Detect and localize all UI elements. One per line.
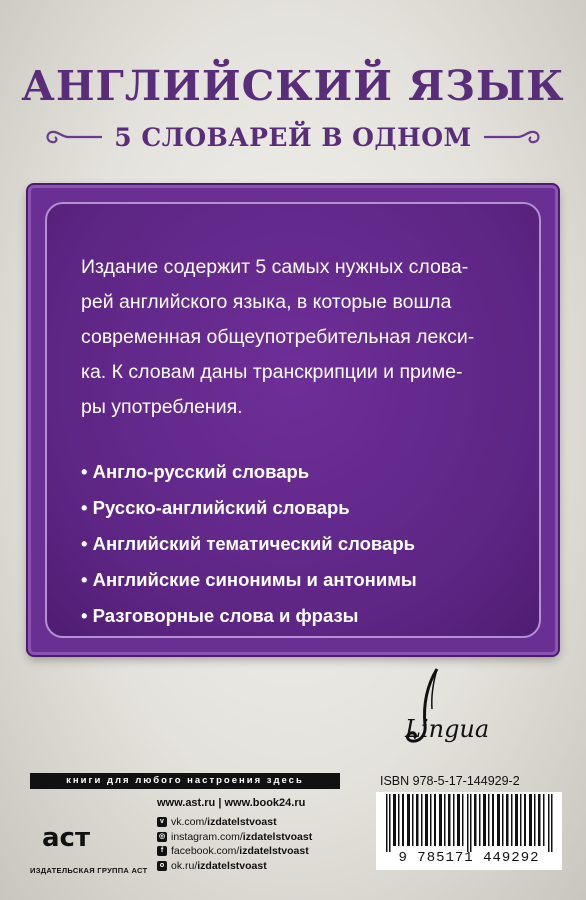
social-handle: izdatelstvoast <box>197 859 267 872</box>
panel-inner-frame <box>45 202 541 638</box>
facebook-icon: f <box>157 846 167 856</box>
social-prefix: ok.ru/ <box>171 859 198 872</box>
cover-title: АНГЛИЙСКИЙ ЯЗЫК <box>21 62 565 110</box>
description-line: Издание содержит 5 самых нужных слова- <box>81 256 469 278</box>
social-link-vk[interactable] <box>157 815 312 830</box>
description-panel <box>28 185 558 655</box>
ast-logo-icon <box>40 810 100 862</box>
list-item: • Английские синонимы и антонимы <box>81 569 417 590</box>
publisher-sites[interactable]: www.ast.ru | www.book24.ru <box>157 797 306 809</box>
ok-icon: o <box>157 861 167 871</box>
description-line: современная общеупотребительная лекси- <box>81 326 475 348</box>
cover-subtitle: 5 СЛОВАРЕЙ В ОДНОМ <box>114 122 472 152</box>
dictionary-list <box>81 454 417 634</box>
subtitle-row <box>0 120 586 154</box>
list-item: • Англо-русский словарь <box>81 461 310 482</box>
barcode-digits: 9 785171 449292 <box>398 850 540 866</box>
lingua-logo-text: Lingua <box>405 715 490 743</box>
right-ornament-icon <box>482 127 542 147</box>
left-ornament-icon <box>44 127 104 147</box>
social-link-ok[interactable] <box>157 859 312 874</box>
barcode-bars <box>382 794 558 852</box>
social-handle: izdatelstvoast <box>239 845 309 858</box>
social-handle: izdatelstvoast <box>207 816 277 829</box>
list-item: • Русско-английский словарь <box>81 497 350 518</box>
social-links <box>157 815 312 873</box>
description-line: рей английского языка, в которые вошла <box>81 291 452 313</box>
vk-icon: v <box>157 817 167 827</box>
publisher-slogan: книги для любого настроения здесь <box>30 773 340 789</box>
instagram-icon: ◎ <box>158 832 166 840</box>
publisher-group-caption: ИЗДАТЕЛЬСКАЯ ГРУППА АСТ <box>30 866 148 875</box>
social-link-facebook[interactable] <box>157 844 312 859</box>
description-line: ры употребления. <box>81 396 243 418</box>
barcode <box>376 792 562 870</box>
social-prefix: instagram.com/ <box>171 830 243 843</box>
list-item: • Английский тематический словарь <box>81 533 416 554</box>
list-item: • Разговорные слова и фразы <box>81 605 359 626</box>
social-prefix: facebook.com/ <box>171 845 240 858</box>
ast-logo-text: аст <box>42 823 91 853</box>
social-link-instagram[interactable] <box>157 830 312 845</box>
social-handle: izdatelstvoast <box>242 830 313 843</box>
isbn-text: ISBN 978-5-17-144929-2 <box>380 774 520 788</box>
description-text <box>81 250 526 425</box>
description-line: ка. К словам даны транскрипции и приме- <box>81 361 463 383</box>
social-prefix: vk.com/ <box>171 816 208 829</box>
